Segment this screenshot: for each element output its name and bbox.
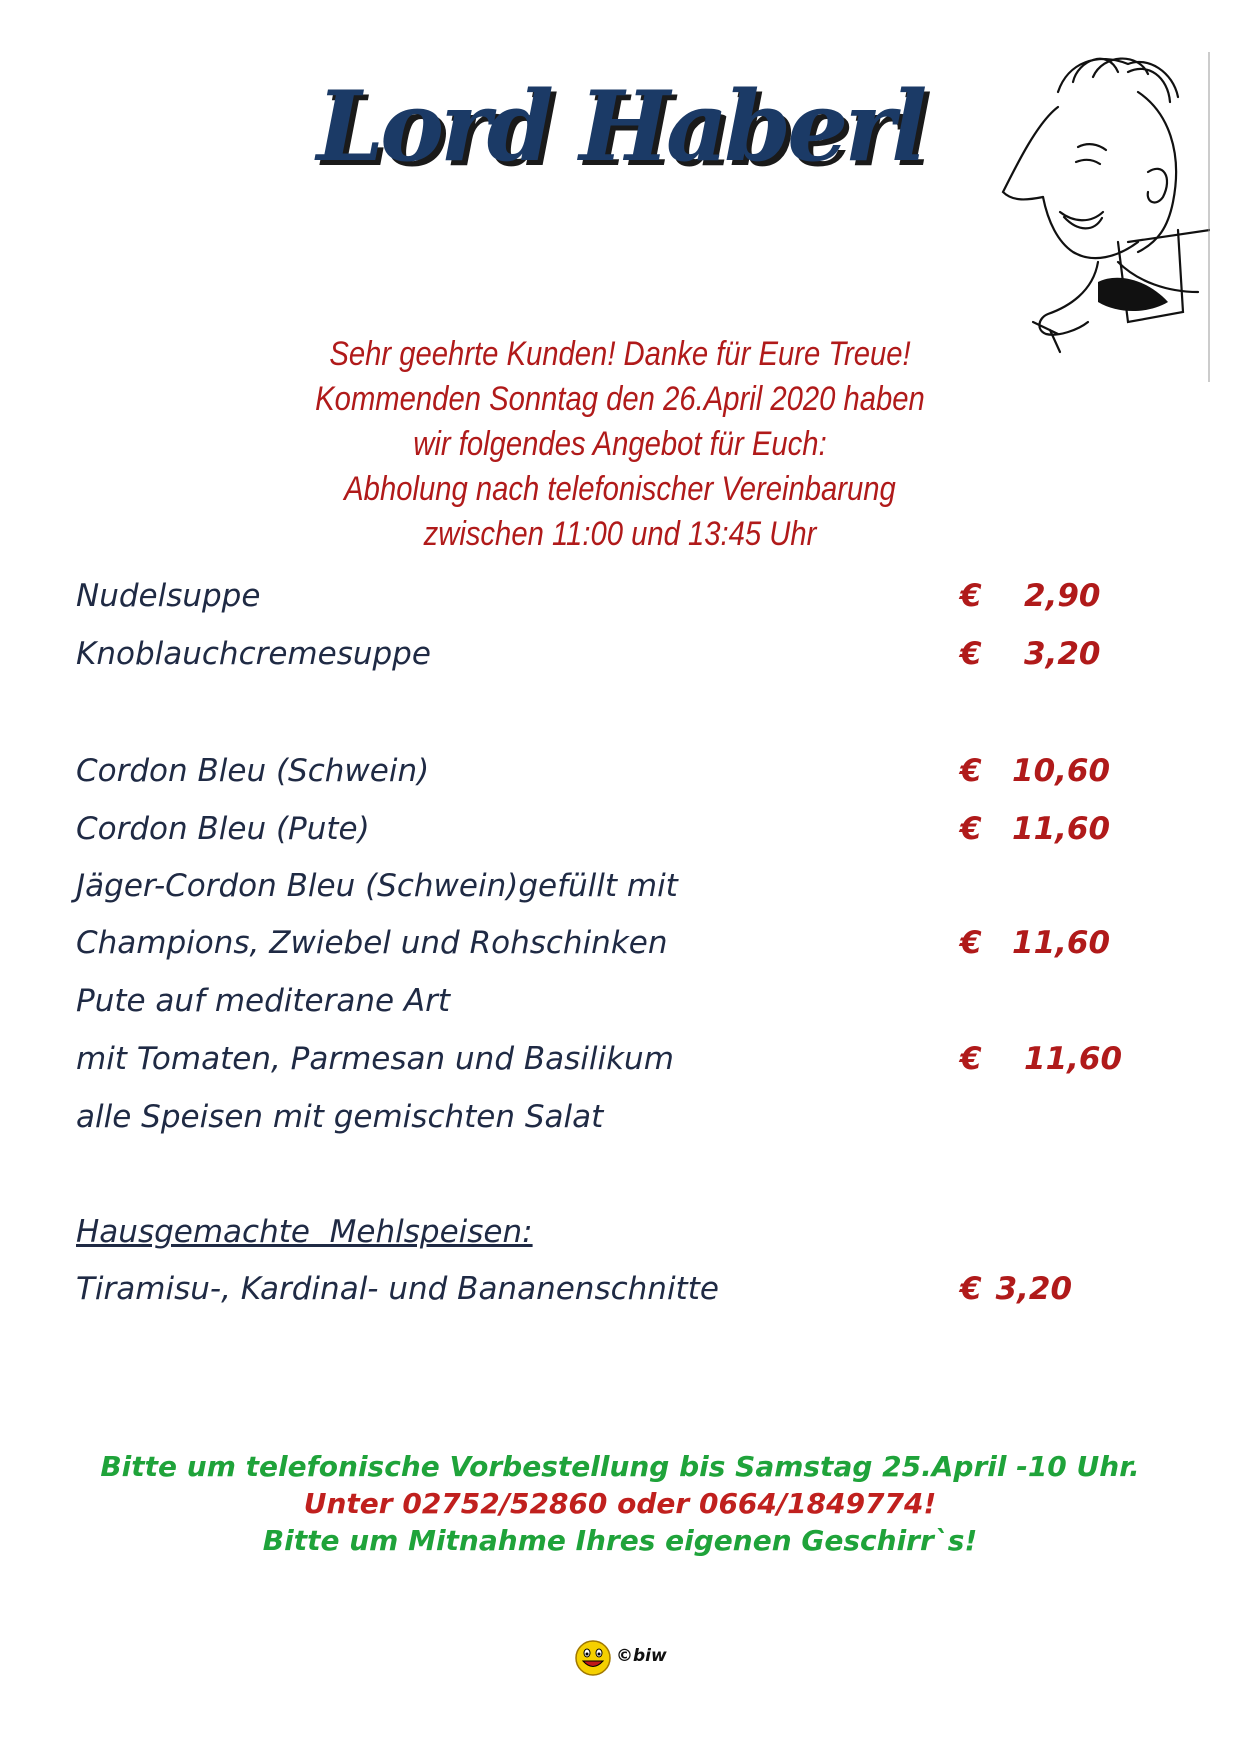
menu-item: [0, 983, 1240, 1023]
currency-symbol: €: [960, 925, 982, 961]
price-value: 11,60: [1024, 1041, 1123, 1077]
menu-item: [0, 925, 1240, 965]
currency-symbol: €: [960, 811, 982, 847]
intro-line: Kommenden Sonntag den 26.April 2020 haben: [315, 380, 925, 418]
menu-item-name: Pute auf mediterane Art: [76, 983, 451, 1019]
menu-item-price: [960, 1271, 1072, 1307]
intro-line: zwischen 11:00 und 13:45 Uhr: [423, 515, 817, 553]
menu-item-price: [960, 578, 1101, 614]
menu-item: [0, 811, 1240, 851]
intro-line: Sehr geehrte Kunden! Danke für Eure Treue!: [329, 335, 911, 373]
footer-line: Bitte um Mitnahme Ihres eigenen Geschirr`s!: [262, 1524, 978, 1557]
menu-item: [0, 636, 1240, 676]
footer-notice: [0, 1448, 1240, 1559]
footer-line: Bitte um telefonische Vorbestellung bis Samstag 25.April -10 Uhr.: [100, 1450, 1140, 1483]
menu-item: [0, 868, 1240, 908]
currency-symbol: €: [960, 1041, 982, 1077]
menu-item-price: [960, 811, 1110, 847]
menu-item-name: Cordon Bleu (Schwein): [76, 753, 430, 789]
menu-item: [0, 1041, 1240, 1081]
menu-item-price: [960, 636, 1101, 672]
currency-symbol: €: [960, 578, 982, 614]
dessert-heading-row: [0, 1214, 1240, 1254]
menu-item-price: [960, 1041, 1122, 1077]
menu-item-name: alle Speisen mit gemischten Salat: [76, 1099, 604, 1135]
intro-text: [0, 332, 1240, 557]
menu-item-name: Jäger-Cordon Bleu (Schwein)gefüllt mit: [76, 868, 678, 904]
price-value: 11,60: [1012, 925, 1111, 961]
dessert-heading: Hausgemachte Mehlspeisen:: [76, 1214, 533, 1250]
menu-item-name: Tiramisu-, Kardinal- und Bananenschnitte: [76, 1271, 719, 1307]
price-value: 3,20: [1024, 636, 1101, 672]
intro-line: wir folgendes Angebot für Euch:: [413, 425, 827, 463]
price-value: 3,20: [995, 1271, 1073, 1307]
page-title: Lord Haberl: [316, 70, 924, 183]
menu-item: [0, 1271, 1240, 1311]
menu-item-name: Cordon Bleu (Pute): [76, 811, 370, 847]
price-value: 10,60: [1012, 753, 1111, 789]
signature-text: ©biw: [616, 1646, 667, 1666]
currency-symbol: €: [960, 753, 982, 789]
currency-symbol: €: [960, 1271, 982, 1307]
menu-item: [0, 578, 1240, 618]
smiley-icon: [573, 1638, 613, 1678]
price-value: 11,60: [1012, 811, 1111, 847]
menu-item-name: Champions, Zwiebel und Rohschinken: [76, 925, 668, 961]
footer-line: Unter 02752/52860 oder 0664/1849774!: [303, 1487, 937, 1520]
price-value: 2,90: [1024, 578, 1101, 614]
menu-item-name: mit Tomaten, Parmesan und Basilikum: [76, 1041, 674, 1077]
currency-symbol: €: [960, 636, 982, 672]
menu-item-price: [960, 925, 1110, 961]
menu-item-price: [960, 753, 1110, 789]
intro-line: Abholung nach telefonischer Vereinbarung: [344, 470, 896, 508]
menu-item-name: Knoblauchcremesuppe: [76, 636, 431, 672]
menu-item: [0, 753, 1240, 793]
menu-item-name: Nudelsuppe: [76, 578, 261, 614]
menu-item: [0, 1099, 1240, 1139]
